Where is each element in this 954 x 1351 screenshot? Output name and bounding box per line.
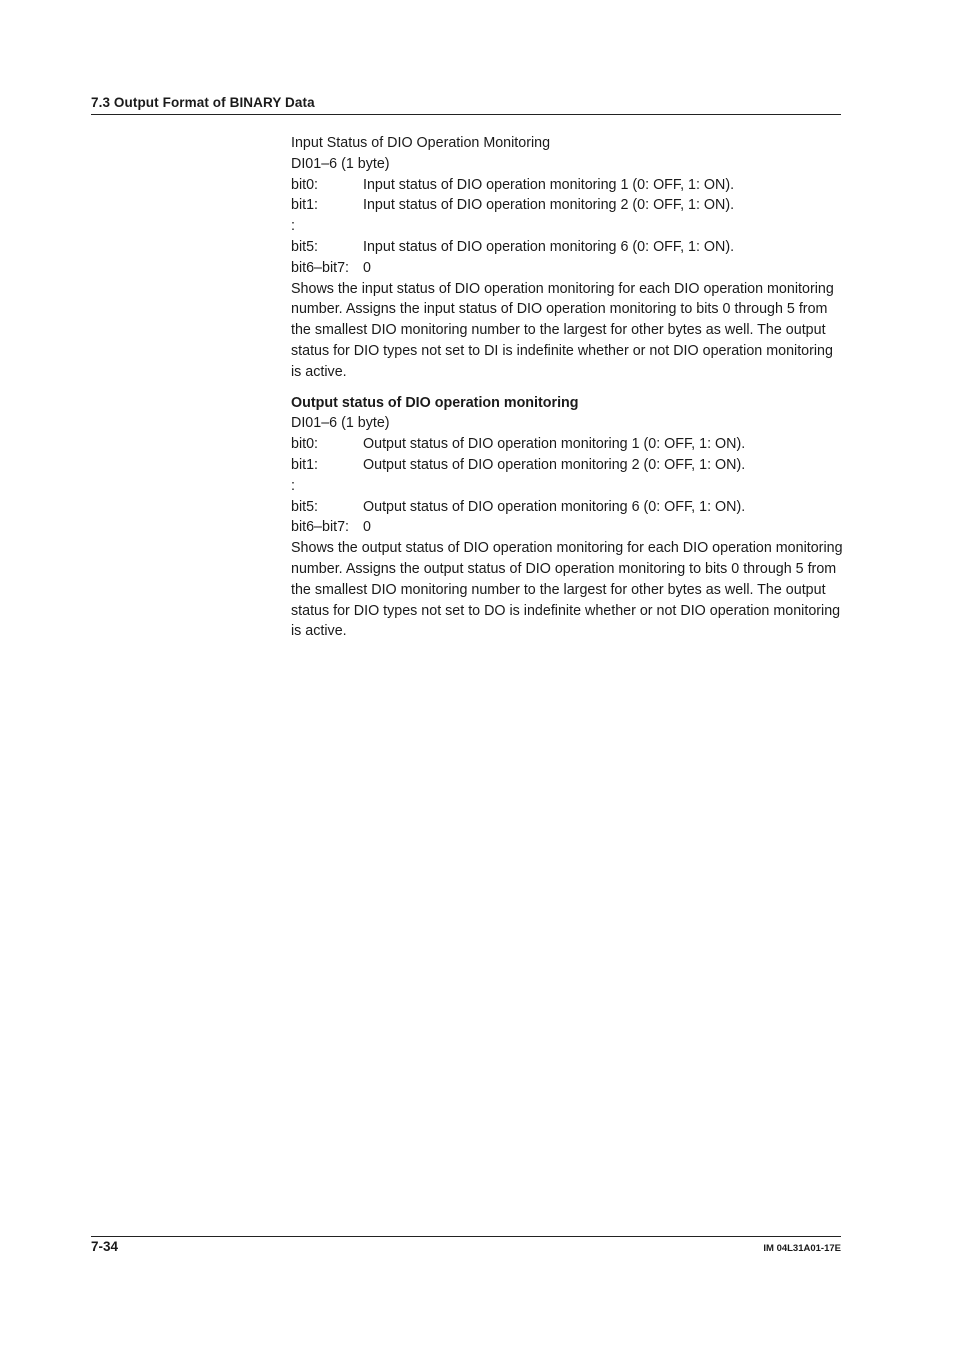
ellipsis-marker: : xyxy=(291,477,295,494)
output-byte-line: DI01–6 (1 byte) xyxy=(291,415,390,432)
output-bit0-row xyxy=(291,434,843,455)
bit-label: bit0: xyxy=(291,176,319,193)
output-status-section xyxy=(291,393,843,643)
input-section-title: Input Status of DIO Operation Monitoring xyxy=(291,135,551,151)
input-bit5-row xyxy=(291,237,843,258)
input-status-section xyxy=(291,133,843,383)
main-content xyxy=(291,133,843,642)
output-description: Shows the output status of DIO operation monitoring for each DIO operation monitoring number. Assigns the output status of DIO operation monitoring to bits 0 through 5 from the smallest DIO monitoring number to the largest for other bytes as well. The output status for DIO types not set to DO is indefinite whether or not DIO operation monitoring is active. xyxy=(291,540,843,640)
bit-description: Output status of DIO operation monitoring 6 (0: OFF, 1: ON). xyxy=(363,498,746,515)
input-bit0-row xyxy=(291,175,843,196)
output-bit1-row xyxy=(291,455,843,476)
section-heading: 7.3 Output Format of BINARY Data xyxy=(91,95,315,110)
bit-label: bit5: xyxy=(291,498,319,515)
input-bit1-row xyxy=(291,195,843,216)
page-footer xyxy=(91,1236,841,1254)
bit-label: bit0: xyxy=(291,436,319,453)
bit-description: Input status of DIO operation monitoring 6 (0: OFF, 1: ON). xyxy=(363,238,735,255)
bit-label: bit6–bit7: xyxy=(291,519,350,536)
document-id: IM 04L31A01-17E xyxy=(763,1243,841,1254)
bit-description: Output status of DIO operation monitoring 1 (0: OFF, 1: ON). xyxy=(363,436,746,453)
input-description: Shows the input status of DIO operation monitoring for each DIO operation monitoring number. Assigns the input status of DIO operation monitoring to bits 0 through 5 from the smallest DIO monitoring number to the largest for other bytes as well. The output status for DIO types not set to DI is indefinite whether or not DIO operation monitoring is active. xyxy=(291,280,834,380)
bit-description: Input status of DIO operation monitoring 2 (0: OFF, 1: ON). xyxy=(363,197,735,214)
input-bit67-row xyxy=(291,258,843,279)
bit-description: Output status of DIO operation monitoring 2 (0: OFF, 1: ON). xyxy=(363,456,746,473)
page-number: 7-34 xyxy=(91,1239,119,1254)
bit-description: 0 xyxy=(363,519,371,536)
bit-label: bit6–bit7: xyxy=(291,259,350,276)
output-section-title: Output status of DIO operation monitoring xyxy=(291,394,579,411)
bit-label: bit1: xyxy=(291,456,319,473)
page-header xyxy=(91,94,841,115)
bit-label: bit1: xyxy=(291,197,319,214)
bit-description: Input status of DIO operation monitoring 1 (0: OFF, 1: ON). xyxy=(363,176,735,193)
bit-description: 0 xyxy=(363,259,371,276)
output-bit67-row xyxy=(291,517,843,538)
ellipsis-marker: : xyxy=(291,218,295,235)
input-byte-line: DI01–6 (1 byte) xyxy=(291,155,390,172)
bit-label: bit5: xyxy=(291,238,319,255)
output-bit5-row xyxy=(291,497,843,518)
